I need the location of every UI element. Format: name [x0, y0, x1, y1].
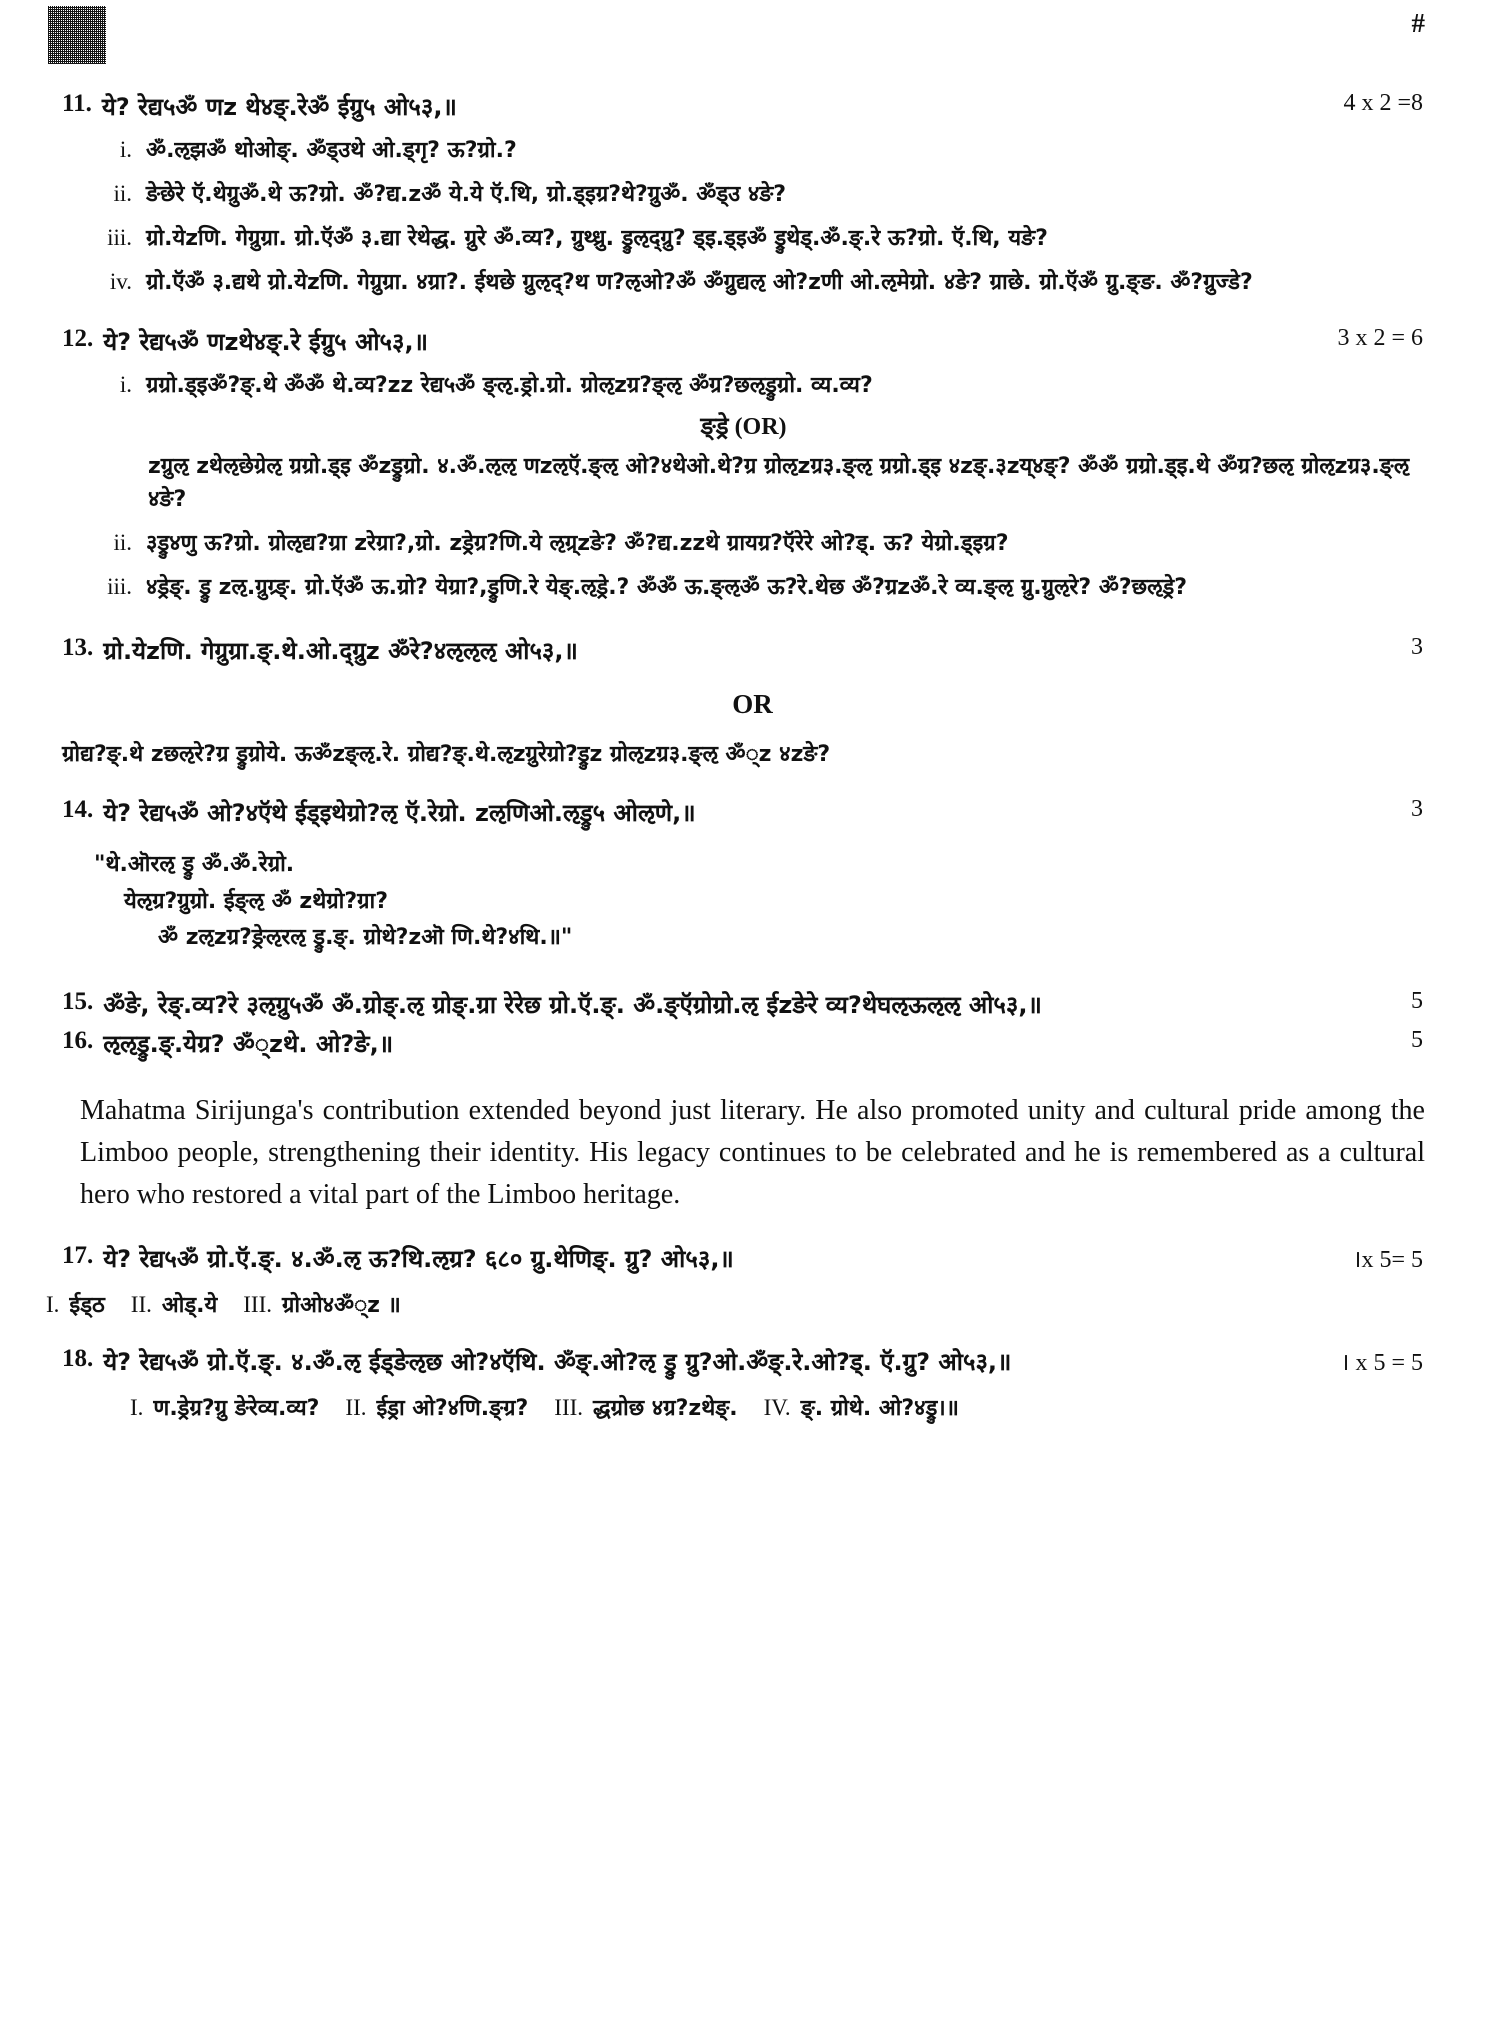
- question-18-text: ये? रेद्य५ॐ ग्रो.ऍ.ङ्. ४.ॐ.ऌ ईड्ङेऌछ ओ?४ऍथि. ॐङ्.ओ?ऌ ड्रु ग्रु?ओ.ॐङ्.रे.ओ?ड्. ऍ.ग्रु? ओ५३,॥: [103, 1348, 1012, 1377]
- list-item: [90, 223, 1425, 255]
- option-roman: I.: [130, 1395, 144, 1421]
- question-18-options: [0, 1392, 1505, 1422]
- list-item: [90, 179, 1425, 211]
- sub-roman: iv.: [109, 268, 132, 294]
- option-roman: IV.: [763, 1395, 791, 1421]
- question-16-number: 16.: [62, 1027, 94, 1055]
- question-11-number: 11.: [62, 90, 92, 117]
- option-3: [243, 1289, 401, 1319]
- question-12-subitems: [62, 370, 1425, 402]
- question-17-marks: ।x 5= 5: [1352, 1247, 1423, 1274]
- question-11-marks: 4 x 2 =8: [1343, 90, 1423, 116]
- sub-text: ४ड्रेङ्. ड्रु zऌ.ग्रुग्र्ङ्. ग्रो.ऍॐ ऊ.ग्रो? येग्रा?,ड्रुणि.रे येङ्.ऌड्रे.? ॐॐ ऊ.ङ्ऌॐ ऊ?रे.थेछ ॐ?ग्रzॐ.रे व्य.ङ्ऌ ग्रु.ग्रुऌरे? ॐ?छऌड्रे?: [146, 575, 1187, 601]
- option-text: ईड्ठ: [69, 1293, 105, 1319]
- option-roman: I.: [46, 1292, 60, 1318]
- option-1: [46, 1289, 105, 1319]
- question-13-or: OR: [732, 689, 773, 720]
- question-12-marks: 3 x 2 = 6: [1337, 324, 1423, 351]
- question-14-text: ये? रेद्य५ॐ ओ?४ऍथे ईड्इथेग्रो?ऌ ऍ.रेग्रो. zऌणिओ.ऌड्रु५ ओऌणे,॥: [103, 799, 696, 828]
- question-13-alternative: ग्रोद्य?ङ्.थे zछऌरे?ग्र ड्रुग्रोये. ऊॐzङ्ऌ.रे. ग्रोद्य?ङ्.थे.ऌzग्रुरेग्रो?ड्रुz ग्रोऌzग्र३.ङ्ऌ ॐ्z ४zङे?: [62, 742, 831, 768]
- option-roman: III.: [554, 1395, 584, 1421]
- option-1: [130, 1392, 319, 1422]
- qr-code-icon: [48, 6, 106, 64]
- english-paragraph: Mahatma Sirijunga's contribution extended beyond just literary. He also promoted unity and cultural pride among the Limboo people, strengthening their identity. His legacy continues to be celebrated and he is remembered as a cultural hero who restored a vital part of the Limboo heritage.: [80, 1095, 1425, 1211]
- poem-block: [0, 847, 1505, 956]
- question-13: [0, 634, 1505, 667]
- list-item: [90, 528, 1425, 560]
- question-18-marks: । x 5 = 5: [1340, 1350, 1423, 1377]
- question-17-number: 17.: [62, 1242, 94, 1270]
- question-12-or-marker: ङ्ड्रे (OR): [700, 414, 787, 441]
- option-roman: II.: [130, 1292, 152, 1318]
- question-17-text: ये? रेद्य५ॐ ग्रो.ऍ.ङ्. ४.ॐ.ऌ ऊ?थि.ऌग्र? ६८० ग्रु.थेणिङ्. ग्रु? ओ५३,॥: [103, 1245, 734, 1274]
- sub-roman: iii.: [107, 574, 132, 600]
- list-item: [90, 370, 1425, 402]
- option-text: ग्रोओ४ॐ्z ॥: [282, 1293, 401, 1319]
- option-2: [131, 1289, 217, 1319]
- list-item: [90, 267, 1425, 299]
- question-14-marks: 3: [1411, 796, 1423, 823]
- option-3: [554, 1392, 737, 1422]
- question-13-number: 13.: [62, 634, 94, 662]
- option-text: ओड्.ये: [161, 1293, 218, 1319]
- sub-text: ग्रो.येzणि. गेग्रुग्रा. ग्रो.ऍॐ ३.द्या रेथेद्ध. ग्रुरे ॐ.व्य?, ग्रुथ्ध्रु. ड्रुऌद्ग्रु? ड्इ.ड्इॐ ड्रुथेड्.ॐ.ङ्.रे ऊ?ग्रो. ऍ.थि, यङे?: [146, 225, 1048, 251]
- question-16-text: ऌऌड्रु.ङ्.येग्र? ॐ्zथे. ओ?ङे,॥: [103, 1030, 394, 1059]
- sub-roman: iii.: [107, 224, 132, 250]
- option-4: [764, 1392, 959, 1422]
- question-16: [0, 1027, 1505, 1060]
- question-11-subitems: [62, 135, 1425, 299]
- question-12-number: 12.: [62, 324, 94, 352]
- sub-text: ग्रो.ऍॐ ३.द्यथे ग्रो.येzणि. गेग्रुग्रा. ४ग्रा?. ईथछे ग्रुऌद्?थ ण?ऌओ?ॐ ॐग्रुद्यऌ ओ?zणी ओ.ऌमेग्रो. ४ङे? ग्राछे. ग्रो.ऍॐ ग्रु.ङ्ङ. ॐ?ग्रुज्डे?: [146, 269, 1253, 295]
- question-15: [0, 988, 1505, 1021]
- question-16-marks: 5: [1411, 1027, 1423, 1054]
- sub-roman: i.: [119, 137, 132, 162]
- question-14-number: 14.: [62, 796, 94, 824]
- question-13-text: ग्रो.येzणि. गेग्रुग्रा.ङ्.थे.ओ.द्ग्रुz ॐरे?४ऌऌऌ ओ५३,॥: [103, 637, 578, 666]
- poem-line-1: "थे.ऒरऌ ड्रु ॐ.ॐ.रेग्रो.: [94, 852, 295, 878]
- option-text: ण.ड्रेग्र?ग्रु ङेरेव्य.व्य?: [153, 1396, 320, 1422]
- sub-roman: ii.: [113, 530, 132, 556]
- page-mark: #: [1411, 8, 1425, 38]
- sub-text: ग्रग्रो.ड्इॐ?ङ्.थे ॐॐ थे.व्य?zz रेद्य५ॐ ङ्ऌ.ड्रो.ग्रो. ग्रोऌzग्र?ङ्ऌ ॐग्र?छऌड्रुग्रो. व्य.व्य?: [146, 372, 873, 398]
- question-15-number: 15.: [62, 988, 94, 1016]
- option-2: [345, 1392, 528, 1422]
- question-18: [0, 1345, 1505, 1378]
- question-17-options: [0, 1289, 1505, 1319]
- question-13-marks: 3: [1411, 634, 1423, 661]
- sub-text: ३ड्रु४णु ऊ?ग्रो. ग्रोऌद्य?ग्रा zरेग्रा?,ग्रो. zड्रेग्र?णि.ये ऌग्र्zङे? ॐ?द्य.zzथे ग्रायग्र?ऍरेरे ओ?ड्. ऊ? येग्रो.ड्इग्र?: [146, 531, 1009, 557]
- question-12-or-body: zग्रुऌ zथेऌछेग्रेऌ ग्रग्रो.ड्इ ॐzड्रुग्रो. ४.ॐ.ऌऌ णzऌऍ.ङ्ऌ ओ?४थेओ.थे?ग्र ग्रोऌzग्र३.ङ्ऌ ग्रग्रो.ड्इ ४zङ्.३zय्४ङ्? ॐॐ ग्रग्रो.ड्इ.थे ॐग्र?छऌ ग्रोऌzग्र३.ङ्ऌ ४ङे?: [148, 454, 1410, 513]
- option-roman: II.: [345, 1395, 367, 1421]
- question-12: [0, 325, 1505, 605]
- sub-roman: i.: [119, 371, 132, 397]
- question-15-text: ॐङे, रेङ्.व्य?रे ३ऌग्रु५ॐ ॐ.ग्रोङ्.ऌ ग्रोङ्.ग्रा रेरेछ ग्रो.ऍ.ङ्. ॐ.ङ्ऍग्रोग्रो.ऌ ईzङेरे व्य?थेघऌऊऌऌ ओ५३,॥: [103, 991, 1042, 1020]
- option-text: ईड्रा ओ?४णि.ङ्ग्र?: [376, 1396, 529, 1422]
- poem-line-3: ॐ zऌzग्र?ङ्रेऌरऌ ड्रु.ङ्. ग्रोथे?zऒ णि.थे?४थि.॥": [158, 924, 573, 950]
- question-11-text: ये? रेद्य५ॐ णz थे४ङ्.रेॐ ईग्रु५ ओ५३,॥: [101, 93, 457, 121]
- list-item: [90, 135, 1425, 167]
- option-roman: III.: [243, 1292, 272, 1318]
- question-15-marks: 5: [1411, 988, 1423, 1015]
- option-text: ङ्. ग्रोथे. ओ?४ड्रु।॥: [800, 1396, 959, 1422]
- question-18-number: 18.: [62, 1345, 94, 1373]
- question-14: [0, 796, 1505, 829]
- sub-text: ॐ.ऌझॐ थोओङ्. ॐड्उथे ओ.ड्गृ? ऊ?ग्रो.?: [146, 138, 517, 163]
- list-item: [90, 572, 1425, 604]
- question-17: [0, 1242, 1505, 1275]
- page-header: [0, 0, 1505, 72]
- question-12-text: ये? रेद्य५ॐ णzथे४ङ्.रे ईग्रु५ ओ५३,॥: [103, 327, 428, 356]
- sub-roman: ii.: [113, 180, 132, 206]
- option-text: द्धग्रोछ ४ग्र?zथेङ्.: [593, 1396, 738, 1422]
- poem-line-2: येऌग्र?ग्रुग्रो. ईङ्ऌ ॐ zथेग्रो?ग्रा?: [124, 888, 389, 914]
- question-12-subitems-2: [62, 528, 1425, 604]
- sub-text: ङेछेरे ऍ.थेग्रुॐ.थे ऊ?ग्रो. ॐ?द्य.zॐ ये.ये ऍ.थि, ग्रो.ड्इग्र?थे?ग्रुॐ. ॐड्उ ४ङे?: [146, 181, 787, 207]
- question-11: [0, 90, 1505, 299]
